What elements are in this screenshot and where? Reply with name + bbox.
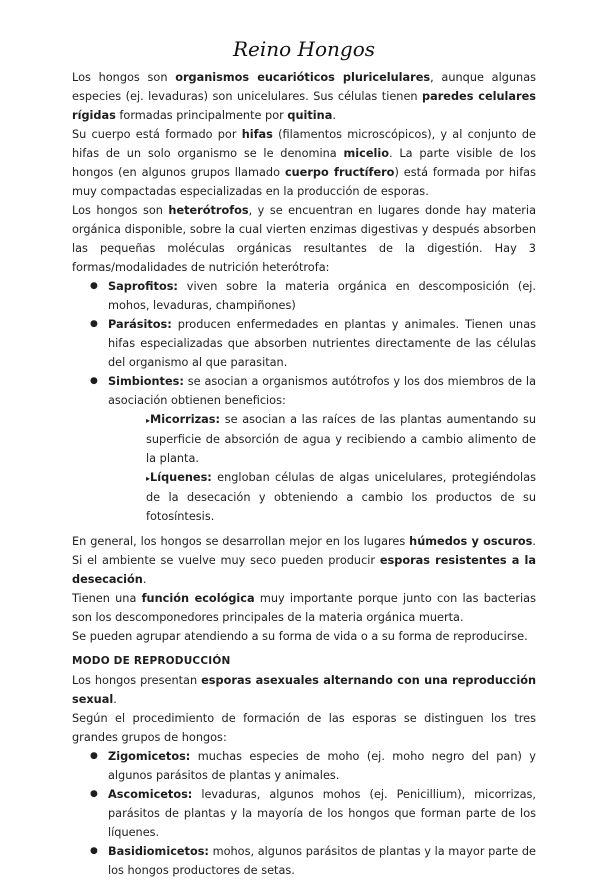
intro-paragraph-hyphae	[72, 125, 536, 201]
text: Los hongos son	[72, 204, 169, 217]
section-heading-reproduction: MODO DE REPRODUCCIÓN	[72, 655, 231, 667]
list-item	[108, 315, 536, 372]
bold-term: Parásitos:	[108, 318, 172, 331]
bold-term: organismos eucarióticos pluricelulares	[175, 71, 431, 84]
bold-term: Zigomicetos:	[108, 750, 191, 763]
intro-paragraph-heterotrophs	[72, 201, 536, 277]
text: producen enfermedades en plantas y animales. Tienen unas hifas especializadas que absorben nutrientes directamente de las células del organismo al que parasitan.	[108, 318, 536, 369]
intro-paragraph-eukaryotes	[72, 68, 536, 125]
text: ) está formada por hifas muy compactadas especializadas en la producción de esporas.	[72, 166, 536, 198]
text: se asocian a las raíces de las plantas aumentando su superficie de absorción de agua y recibiendo a cambio alimento de la planta.	[146, 413, 536, 465]
bold-term: heterótrofos	[168, 204, 249, 217]
bold-term: función ecológica	[141, 592, 255, 605]
text: .	[142, 573, 147, 586]
bold-term: Simbiontes:	[108, 375, 184, 388]
triangle-bullet-icon: ▸	[146, 416, 151, 425]
text: Los hongos son	[72, 71, 176, 84]
bold-term: Ascomicetos:	[108, 788, 193, 801]
text: . Si el ambiente se vuelve muy seco pueden producir	[72, 535, 536, 567]
sub-list-item	[146, 410, 536, 468]
text: se asocian a organismos autótrofos y los dos miembros de la asociación obtienen beneficios:	[108, 375, 536, 407]
text: (filamentos microscópicos), y al conjunto de hifas de un solo organismo se le denomina	[72, 128, 536, 160]
text: levaduras, algunos mohos (ej. Penicillium), micorrizas, parásitos de plantas y la mayoría de los hongos que forman parte de los líquenes.	[108, 788, 536, 839]
bold-term: esporas resistentes a la desecación	[72, 554, 537, 586]
symbiosis-list	[108, 410, 536, 526]
text: engloban células de algas unicelulares, protegiéndolas de la desecación y obteniendo a cambio los productos de su fotosíntesis.	[146, 471, 536, 523]
paragraph-habitat	[72, 532, 536, 589]
text: Su cuerpo está formado por	[72, 128, 242, 141]
sub-list-item	[146, 468, 536, 526]
list-item	[108, 785, 536, 842]
text: , y se encuentran en lugares donde hay materia orgánica disponible, sobre la cual vierten enzimas digestivas y después absorben las pequeñas moléculas orgánicas resultantes de la digestión. Hay 3 formas/modalidades de nutrición heterótrofa:	[72, 204, 536, 274]
text: muchas especies de moho (ej. moho negro del pan) y algunos parásitos de plantas y animales.	[108, 750, 536, 782]
nutrition-list	[72, 277, 536, 526]
text: . La parte visible de los hongos (en algunos grupos llamado	[72, 147, 536, 179]
bold-term: paredes celulares rígidas	[72, 90, 536, 122]
list-item	[108, 277, 536, 315]
bold-term: esporas asexuales alternando con una reproducción sexual	[72, 674, 536, 706]
text: viven sobre la materia orgánica en descomposición (ej. mohos, levaduras, champiñones)	[108, 280, 536, 312]
bold-term: quitina	[287, 109, 333, 122]
text: .	[113, 693, 117, 706]
text: muy importante porque junto con las bacterias son los descomponedores principales de la materia orgánica muerta.	[72, 592, 536, 624]
bold-term: Saprofitos:	[108, 280, 178, 293]
text: Los hongos presentan	[72, 674, 202, 687]
page-title: Reino Hongos	[232, 37, 376, 61]
bold-term: Líquenes:	[150, 471, 212, 484]
text: Tienen una	[72, 592, 142, 605]
bold-term: húmedos y oscuros	[409, 535, 533, 548]
text: , aunque algunas especies (ej. levaduras) son unicelulares. Sus células tienen	[72, 71, 537, 103]
bold-term: Micorrizas:	[150, 413, 221, 426]
triangle-bullet-icon: ▸	[146, 474, 151, 483]
list-item	[108, 747, 536, 785]
text: En general, los hongos se desarrollan mejor en los lugares	[72, 535, 410, 548]
bold-term: Basidiomicetos:	[108, 845, 209, 858]
text: .	[332, 109, 336, 122]
paragraph-groups-intro: Según el procedimiento de formación de las esporas se distinguen los tres grandes grupos de hongos:	[72, 712, 536, 744]
bold-term: hifas	[241, 128, 273, 141]
text: mohos, algunos parásitos de plantas y la mayor parte de los hongos productores de setas.	[108, 845, 536, 877]
bold-term: cuerpo fructífero	[284, 166, 395, 179]
text: formadas principalmente por	[115, 109, 288, 122]
fungi-groups-list	[72, 747, 536, 880]
paragraph-ecological-function	[72, 589, 536, 627]
list-item	[108, 372, 536, 526]
paragraph-grouping: Se pueden agrupar atendiendo a su forma de vida o a su forma de reproducirse.	[72, 630, 528, 643]
bold-term: micelio	[343, 147, 390, 160]
paragraph-spores	[72, 671, 536, 709]
